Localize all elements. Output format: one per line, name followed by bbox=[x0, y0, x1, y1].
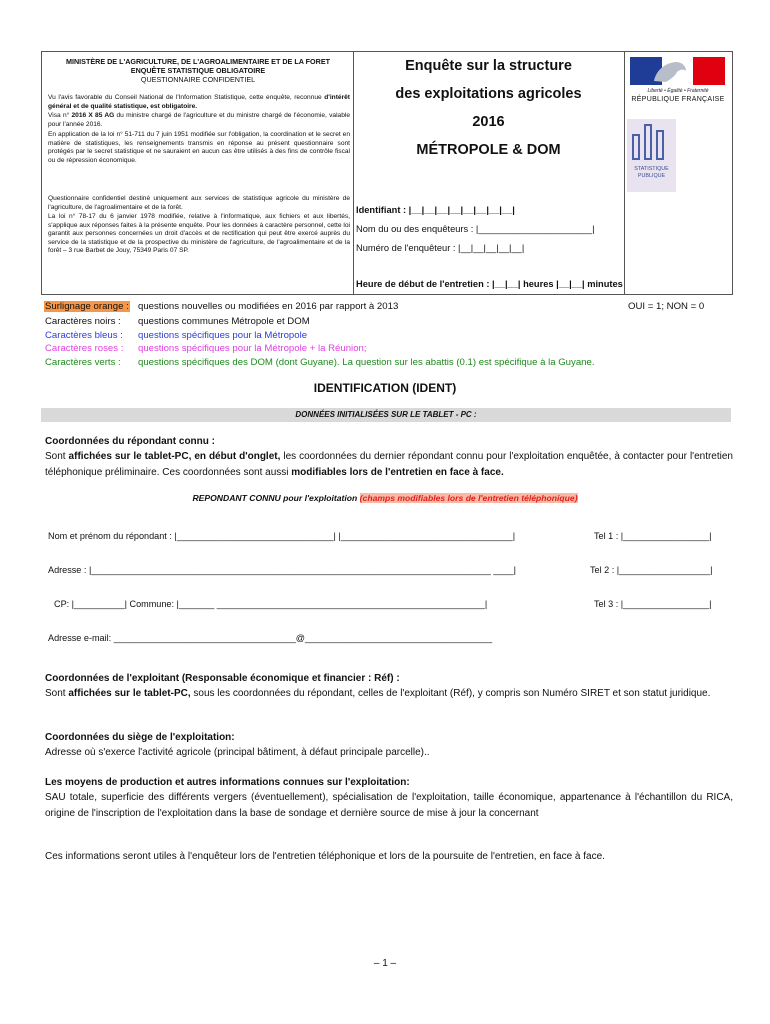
stat-label-line1: STATISTIQUE bbox=[634, 166, 669, 172]
title-column bbox=[354, 52, 623, 294]
headquarters-heading: Coordonnées du siège de l'exploitation: bbox=[45, 732, 235, 743]
ministry-name: MINISTÈRE DE L'AGRICULTURE, DE L'AGROALIMENTAIRE ET DE LA FORET bbox=[65, 57, 331, 66]
respondent-name-field[interactable]: Nom et prénom du répondant : |_______________________________| |__________________________________| bbox=[48, 531, 516, 541]
enqueteur-number-field[interactable]: Numéro de l'enquêteur : |__|__|__|__|__| bbox=[356, 243, 525, 253]
legend-blue-key: Caractères bleus : bbox=[45, 330, 123, 341]
page-number: – 1 – bbox=[373, 958, 397, 969]
legend-pink-value: questions spécifiques pour la Métropole + la Réunion; bbox=[138, 343, 367, 354]
legend-green-value: questions spécifiques des DOM (dont Guyane). La question sur les abattis (0.1) est spécifique à la Guyane. bbox=[138, 357, 595, 368]
identifiant-field[interactable]: Identifiant : |__|__|__|__|__|__|__|__| bbox=[356, 205, 515, 215]
legal-text: Visa n° bbox=[48, 112, 72, 119]
respondent-heading: Coordonnées du répondant connu : bbox=[45, 436, 215, 447]
legend-orange-key: Surlignage orange : bbox=[45, 301, 129, 312]
modifiable-fields-note: (champs modifiables lors de l'entretien téléphonique) bbox=[359, 493, 578, 503]
survey-title-line2: des exploitations agricoles bbox=[395, 86, 582, 102]
legal-text-bold: d'intérêt général et de qualité statistique, est obligatoire. bbox=[48, 94, 350, 110]
initialized-data-bar: DONNÉES INITIALISÉES SUR LE TABLET - PC : bbox=[41, 408, 731, 422]
legend-pink-key: Caractères roses : bbox=[45, 343, 124, 354]
para-text: Sont bbox=[45, 451, 69, 462]
legend-black-key: Caractères noirs : bbox=[45, 316, 121, 327]
statistique-publique-logo bbox=[627, 119, 676, 192]
visa-number: 2016 X 85 AG bbox=[71, 112, 115, 119]
known-respondent-label bbox=[0, 493, 770, 503]
para-text: sous les coordonnées du répondant, celles de l'exploitant (Réf), y compris son Numéro SIRET et son statut juridique. bbox=[190, 688, 711, 699]
para-text-bold: affichées sur le tablet-PC, bbox=[68, 688, 191, 699]
means-heading: Les moyens de production et autres informations connues sur l'exploitation: bbox=[45, 777, 410, 788]
legal-paragraph-2 bbox=[48, 112, 350, 129]
means-paragraph: SAU totale, superficie des différents vergers (éventuellement), spécialisation de l'exploitation, taille économique, appartenance à l'échantillon du RICA, origine de l'inscription de l'exploitation dans la base de sondage et dernière source de mise à jour la concernant bbox=[45, 792, 733, 819]
tel3-field[interactable]: Tel 3 : |_________________| bbox=[594, 599, 712, 609]
known-respondent-text: REPONDANT CONNU pour l'exploitation bbox=[192, 493, 360, 503]
respondent-paragraph bbox=[45, 449, 733, 481]
survey-type: ENQUÊTE STATISTIQUE OBLIGATOIRE bbox=[130, 66, 266, 75]
marianne-logo bbox=[630, 57, 725, 85]
legal-text: du ministre chargé de l'agriculture et du ministre chargé de l'économie, valable pour l'année 2016. bbox=[48, 112, 350, 128]
para-text-bold: affichées sur le tablet-PC, en début d'onglet, bbox=[68, 451, 281, 462]
enqueteurs-field[interactable]: Nom du ou des enquêteurs : |______________________| bbox=[356, 224, 595, 234]
headquarters-paragraph: Adresse où s'exerce l'activité agricole (principal bâtiment, à défaut principale parcelle).. bbox=[45, 747, 430, 758]
survey-title-line1: Enquête sur la structure bbox=[405, 58, 572, 74]
legend-blue-value: questions spécifiques pour la Métropole bbox=[138, 330, 308, 341]
section-title: IDENTIFICATION (IDENT) bbox=[313, 381, 457, 395]
tel1-field[interactable]: Tel 1 : |_________________| bbox=[594, 531, 712, 541]
address-field[interactable]: Adresse : |_______________________________________________________________________________ ____| bbox=[48, 565, 516, 575]
para-text: les coordonnées du dernier répondant connu pour l'exploitation enquêtée, à contacter pour l'entretien téléphonique préliminaire. Ces coordonnées sont aussi bbox=[45, 451, 733, 478]
legend-black-value: questions communes Métropole et DOM bbox=[138, 316, 310, 327]
legal-paragraph-3: En application de la loi n° 51-711 du 7 juin 1951 modifiée sur l'obligation, la coordination et le secret en matière de statistiques, les renseignements transmis en réponse au présent questionnaire sont protégés par le secret statistique et ne sauraient en aucun cas être utilisés à des fins de contrôle fiscal ou de répression économique. bbox=[48, 131, 350, 164]
tel2-field[interactable]: Tel 2 : |__________________| bbox=[590, 565, 713, 575]
confidential-label: QUESTIONNAIRE CONFIDENTIEL bbox=[140, 75, 256, 84]
start-time-field[interactable]: Heure de début de l'entretien : |__|__| heures |__|__| minutes bbox=[356, 279, 623, 289]
usage-paragraph: Ces informations seront utiles à l'enquêteur lors de l'entretien téléphonique et lors de la poursuite de l'entretien, en face à face. bbox=[45, 851, 605, 862]
legal-paragraph-5: La loi n° 78-17 du 6 janvier 1978 modifiée, relative à l'informatique, aux fichiers et aux libertés, s'applique aux réponses faites à la présente enquête. Pour les données à caractère personnel, cette loi garantit aux personnes concernées un droit d'accès et de rectification qui peut être exercé auprès du service de la statistique et de la prospective du ministère de l'agriculture, de l'agroalimentaire et de la forêt – 3 rue Barbet de Jouy, 75349 Paris 07 SP. bbox=[48, 213, 350, 255]
operator-heading: Coordonnées de l'exploitant (Responsable économique et financier : Réf) : bbox=[45, 673, 400, 684]
legal-column bbox=[42, 52, 354, 294]
operator-paragraph bbox=[45, 686, 733, 702]
legal-text: Vu l'avis favorable du Conseil National de l'Information Statistique, cette enquête, reconnue bbox=[48, 94, 325, 101]
survey-scope: MÉTROPOLE & DOM bbox=[416, 142, 561, 158]
para-text-bold: modifiables lors de l'entretien en face à face. bbox=[291, 467, 504, 478]
oui-non-note: OUI = 1; NON = 0 bbox=[628, 301, 705, 312]
republic-name: RÉPUBLIQUE FRANÇAISE bbox=[631, 96, 725, 103]
statistics-chart-icon bbox=[627, 119, 676, 167]
ministry-block bbox=[50, 57, 346, 84]
postal-commune-field[interactable]: CP: |__________| Commune: |_______ _____________________________________________________| bbox=[54, 599, 488, 609]
legal-paragraph-1 bbox=[48, 94, 350, 111]
email-field[interactable]: Adresse e-mail: ____________________________________@_____________________________________ bbox=[48, 633, 493, 643]
legend-orange-value: questions nouvelles ou modifiées en 2016 par rapport à 2013 bbox=[138, 301, 399, 312]
stat-label-line2: PUBLIQUE bbox=[637, 173, 666, 179]
para-text: Sont bbox=[45, 688, 69, 699]
legend-green-key: Caractères verts : bbox=[45, 357, 121, 368]
survey-year: 2016 bbox=[472, 114, 505, 130]
legal-paragraph-4: Questionnaire confidentiel destiné uniquement aux services de statistique agricole du ministère de l'agriculture, de l'agroalimentaire et de la forêt. bbox=[48, 195, 350, 211]
republic-motto: Liberté • Égalité • Fraternité bbox=[647, 88, 709, 94]
